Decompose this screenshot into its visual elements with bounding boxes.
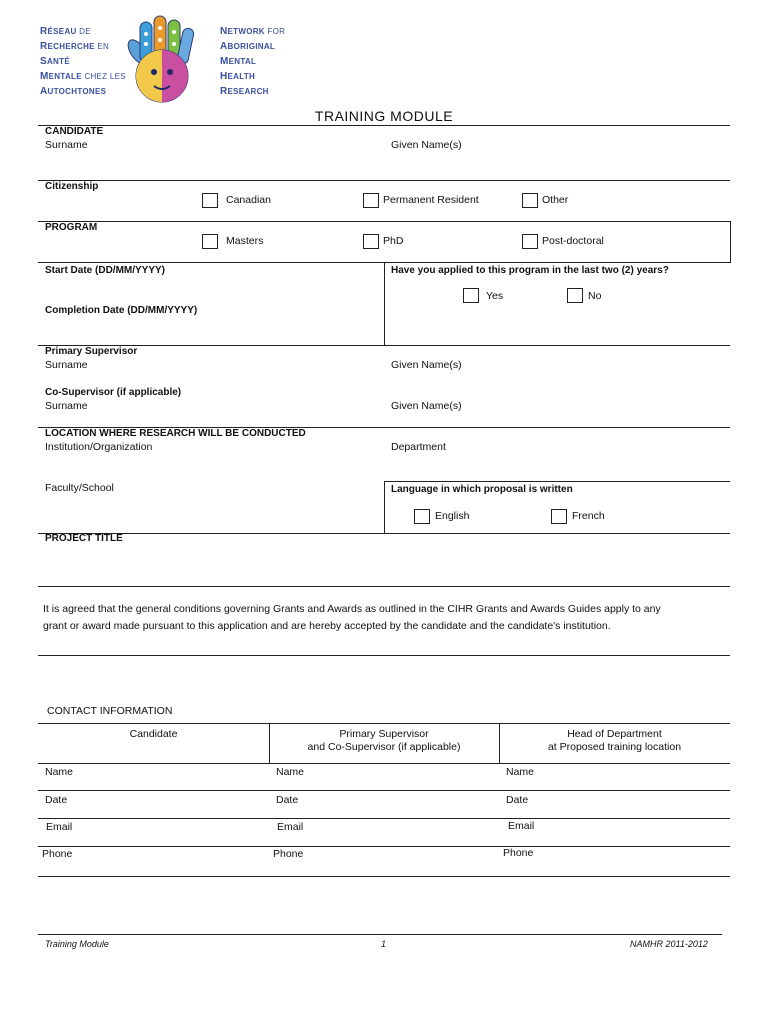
supervisor-date-label: Date [276, 794, 299, 806]
page-number: 1 [381, 939, 387, 949]
divider [38, 763, 730, 764]
footer-right: NAMHR 2011-2012 [630, 939, 708, 949]
col-supervisor-header-1: Primary Supervisor [339, 728, 429, 740]
head-email-label: Email [508, 820, 535, 832]
agreement-line-2: grant or award made pursuant to this application and are hereby accepted by the candidate and the candidate's institution. [43, 620, 611, 632]
permanent-resident-label: Permanent Resident [383, 194, 479, 206]
candidate-date-label: Date [45, 794, 68, 806]
logo-fr-line-1: RECHERCHE EN [40, 41, 110, 52]
project-title-heading: PROJECT TITLE [45, 533, 123, 544]
masters-label: Masters [226, 235, 264, 247]
divider [384, 481, 385, 533]
location-heading: LOCATION WHERE RESEARCH WILL BE CONDUCTED [45, 428, 306, 439]
english-checkbox[interactable] [414, 509, 430, 524]
co-given-label: Given Name(s) [391, 400, 462, 412]
divider [38, 345, 730, 346]
logo-fr-line-4: AUTOCHTONES [40, 86, 107, 97]
logo-fr-line-3: MENTALE CHEZ LES [40, 71, 126, 82]
program-heading: PROGRAM [45, 222, 98, 233]
contact-heading: CONTACT INFORMATION [47, 705, 173, 717]
logo-text-english [220, 24, 285, 99]
candidate-heading: CANDIDATE [45, 126, 104, 137]
primary-given-label: Given Name(s) [391, 359, 462, 371]
other-citizenship-label: Other [542, 194, 569, 206]
logo-en-line-1: ABORIGINAL [220, 41, 276, 52]
citizenship-heading: Citizenship [45, 181, 99, 192]
other-citizenship-checkbox[interactable] [522, 193, 538, 208]
phd-label: PhD [383, 235, 404, 247]
divider [38, 533, 730, 534]
applied-no-label: No [588, 290, 602, 302]
head-name-label: Name [506, 766, 535, 778]
logo-en-line-4: RESEARCH [220, 86, 269, 97]
masters-checkbox[interactable] [202, 234, 218, 249]
divider [38, 655, 730, 656]
applied-no-checkbox[interactable] [567, 288, 583, 303]
head-date-label: Date [506, 794, 529, 806]
candidate-phone-label: Phone [42, 848, 73, 860]
col-candidate-header: Candidate [129, 728, 178, 740]
divider [38, 180, 730, 181]
applied-yes-label: Yes [486, 290, 504, 302]
supervisor-phone-label: Phone [273, 848, 304, 860]
co-surname-label: Surname [45, 400, 88, 412]
agreement-line-1: It is agreed that the general conditions governing Grants and Awards as outlined in the CIHR Grants and Awards Guides apply to any [43, 603, 661, 615]
post-doctoral-checkbox[interactable] [522, 234, 538, 249]
page-title: TRAINING MODULE [314, 108, 454, 124]
english-label: English [435, 510, 470, 522]
candidate-given-label: Given Name(s) [391, 139, 462, 151]
logo-en-line-0: NETWORK FOR [220, 26, 286, 37]
divider [730, 221, 731, 263]
divider [38, 846, 730, 847]
footer-left: Training Module [45, 939, 109, 949]
head-phone-label: Phone [503, 847, 534, 859]
candidate-email-label: Email [46, 821, 73, 833]
supervisor-email-label: Email [277, 821, 304, 833]
divider [384, 481, 730, 482]
logo-fr-line-0: RÉSEAU DE [40, 26, 91, 37]
divider [38, 586, 730, 587]
logo-en-line-2: MENTAL [220, 56, 257, 67]
completion-date-label: Completion Date (DD/MM/YYYY) [45, 305, 198, 316]
department-label: Department [391, 441, 446, 453]
divider [38, 125, 730, 126]
candidate-surname-label: Surname [45, 139, 88, 151]
canadian-label: Canadian [226, 194, 271, 206]
start-date-label: Start Date (DD/MM/YYYY) [45, 265, 166, 276]
language-heading: Language in which proposal is written [391, 484, 573, 495]
divider [38, 723, 730, 724]
footer-divider [38, 934, 722, 935]
divider [38, 818, 730, 819]
supervisor-name-label: Name [276, 766, 305, 778]
permanent-resident-checkbox[interactable] [363, 193, 379, 208]
hand-logo-icon [118, 14, 210, 110]
col-supervisor-header-2: and Co-Supervisor (if applicable) [307, 741, 461, 753]
french-checkbox[interactable] [551, 509, 567, 524]
phd-checkbox[interactable] [363, 234, 379, 249]
divider [384, 262, 385, 345]
canadian-checkbox[interactable] [202, 193, 218, 208]
candidate-name-label: Name [45, 766, 74, 778]
post-doctoral-label: Post-doctoral [542, 235, 604, 247]
faculty-label: Faculty/School [45, 482, 114, 494]
institution-label: Institution/Organization [45, 441, 153, 453]
divider [38, 876, 730, 877]
divider [38, 790, 730, 791]
col-head-header-1: Head of Department [567, 728, 662, 740]
primary-supervisor-heading: Primary Supervisor [45, 346, 138, 357]
divider [38, 221, 730, 222]
logo-text-french [40, 24, 126, 99]
primary-surname-label: Surname [45, 359, 88, 371]
logo-fr-line-2: SANTÉ [40, 56, 70, 67]
applied-yes-checkbox[interactable] [463, 288, 479, 303]
french-label: French [572, 510, 605, 522]
co-supervisor-heading: Co-Supervisor (if applicable) [45, 387, 182, 398]
col-head-header-2: at Proposed training location [547, 741, 682, 753]
logo-en-line-3: HEALTH [220, 71, 256, 82]
applied-question: Have you applied to this program in the last two (2) years? [391, 265, 669, 276]
